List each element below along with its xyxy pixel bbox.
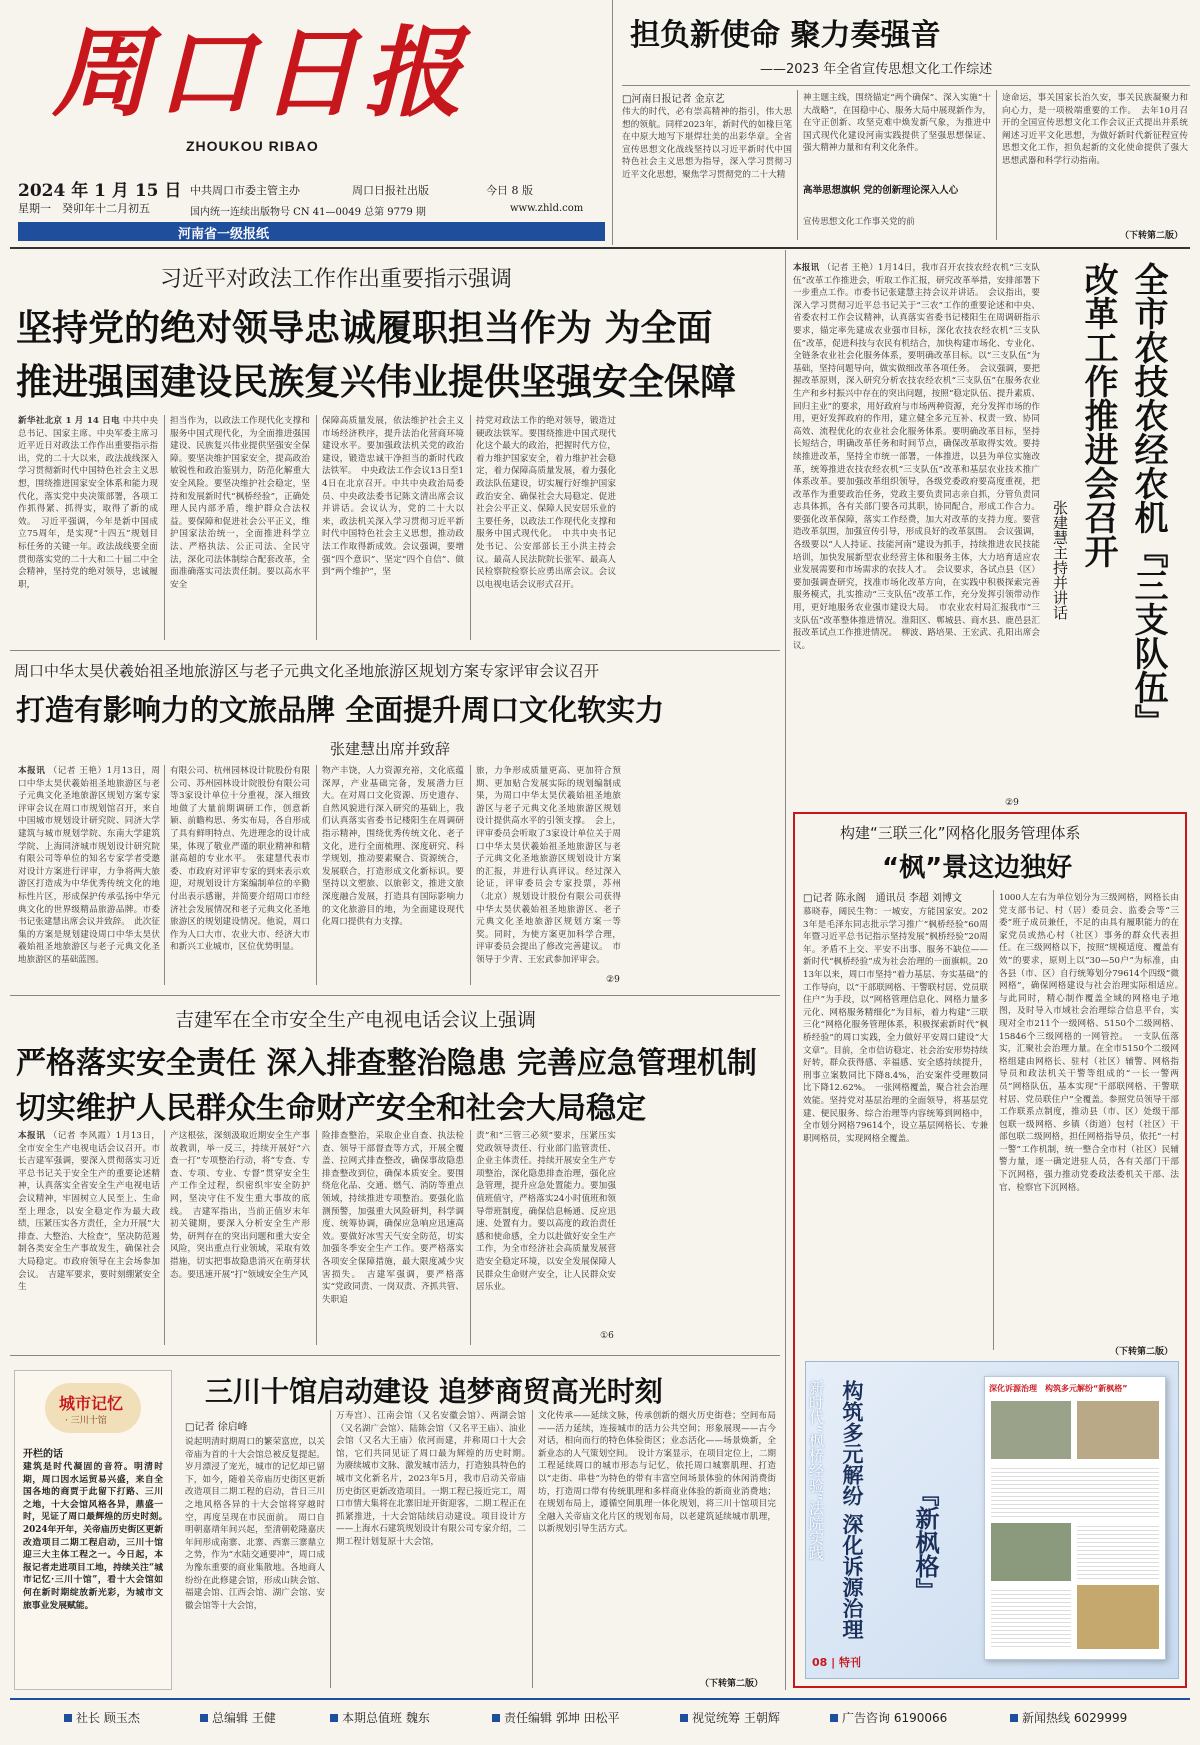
top-story-col2: 神主题主线，围绕锚定“两个确保”、深入实施“十大战略”，在国稳中心、服务大局中展现新作为，在守正创新、攻坚克难中焕发新气象，为推进中国式现代化建设河南实践提供了坚强思想保证、强大精神力量和有利文化条件。 <box>803 93 991 154</box>
story1-kicker: 习近平对政法工作作出重要指示强调 <box>160 267 513 292</box>
top-story-col1: 伟大的时代，必有崇高精神的指引，伟大思想的领航。同样2023年，新时代的如椽巨笔在中原大地写下堪焊壮美的出彩华章。全省宣传思想文化战线坚持以习近平新时代中国特色社会主义思想为指导，深入学习贯彻习近平文化思想，聚焦学习贯彻党的二十大精 <box>622 107 792 180</box>
promo-photo-4 <box>1077 1585 1159 1649</box>
story2-col2: 有限公司、杭州园林设计院股份有限公司、苏州园林设计院股份有限公司等3家设计单位十分重视，深入细致地做了大量前期调研工作，创意新颖、前瞻构思、务实布局，各自形成了具有鲜明特点、先进理念的设计成果，体现了敬业严谨的职业精神和精湛高超的专业水平。 张建慧代表市委、市政府对评审专家的到来表示欢迎，对规划设计方案编制单位的辛勤付出表示感谢，并简要介绍周口市经济社会发展情况和老子元典文化圣地旅游区的规划建设情况。他说，周口作为人口大市、农业大市、经济大市和新兴工业城市，区位优势明显。 <box>170 766 310 953</box>
promo-text-block <box>991 1465 1159 1517</box>
masthead-cn: 国内统一连续出版物号 CN 41—0049 总第 9779 期 <box>190 207 426 218</box>
masthead-web: www.zhld.com <box>510 203 584 214</box>
grid-story-headline: “枫”景这边独好 <box>882 853 1073 883</box>
banner-text: 河南省一级报纸 <box>178 227 270 242</box>
masthead-pinyin: ZHOUKOU RIBAO <box>186 138 319 154</box>
story3-line1: 严格落实安全责任 深入排查整治隐患 完善应急管理机制 <box>16 1046 757 1081</box>
grid-story-jump: （下转第二版） <box>1110 1347 1174 1357</box>
right-story-headline-b: 改革工作推进会召开 <box>1078 262 1118 568</box>
story2-dateline: 本报讯 <box>18 766 46 776</box>
story1-col4: 持党对政法工作的绝对领导，锻造过硬政法铁军。要围绕推进中国式现代化这个最大的政治，把握时代方位，着力维护国家安全，着力维护社会稳定，着力保障高质量发展，着力强化政法队伍建设，切实履行好维护国家政治安全、确保社会大局稳定、促进社会公平正义、保障人民安居乐业的主要任务，以政法工作现代化支撑和服务中国式现代化。 中共中央书记处书记、公安部部长王小洪主持会议。最高人民法院院长张军、最高人民检察院检察长应勇出席会议。会议以电视电话会议形式召开。 <box>476 416 616 590</box>
promo-inner-page <box>984 1376 1166 1660</box>
story1-col1: 新华社北京 1 月 14 日电 中共中央总书记、国家主席、中央军委主席习近平近日对政法工作作出重要指示指出，党的二十大以来，政法战线深入学习贯彻新时代中国特色社会主义思想，围绕推进国家安全体系和能力现代化，落实党中央决策部署，各项工作抓得紧、抓得实，取得了新的成效。 习近平强调，今年是新中国成立75周年，是实现“十四五”规划目标任务的关键一年。政法战线要全面贯彻落实党的二十大和二十届二中全会精神，坚持党的绝对领导，忠诚履职， <box>18 416 158 590</box>
story2-headline: 打造有影响力的文旅品牌 全面提升周口文化软实力 <box>16 693 665 727</box>
story4-col1: 说起明清时期周口的繁荣富庶，以关帝庙为首的十大会馆总被反复提起。岁月漂浸了宠光，城市的记忆却已留下，如今，随着关帝庙历史街区更新改造项目二期工程的启动，昔日三川之地风格各异的十大会馆将穿越时空，再度呈现在市民面前。 周口自明朝嘉靖年间兴起，至清朝乾隆嘉庆年间形成南寨、北寨、西寨三寨鼎立之势，作为“水陆交通要冲”，周口成为豫东重要的商业集散地。各地商人纷纷在此修建会馆，形成山陕会馆、福建会馆、江西会馆、湖广会馆、安徽会馆等十大会馆， <box>185 1437 325 1611</box>
story1-dateline: 新华社北京 1 月 14 日电 <box>18 416 120 426</box>
promo-vertical-mid: 构筑多元解纷 深化诉源治理 <box>840 1380 864 1640</box>
memory-title: 城市记忆 <box>59 1394 124 1413</box>
story3-col1: 本报讯 （记者 李风霞）1月13日，全市安全生产电视电话会议召开。市长吉建军强调，要深入贯彻落实习近平总书记关于安全生产的重要论述精神，认真落实全省安全生产电视电话会议精神，牢固树立人民至上、生命至上理念，以安全稳定作为最大政绩，压紧压实各方责任，全力开展“大排查、大整治、大检查”，坚决防范遏制各类安全生产事故发生，确保社会大局稳定。市政府领导在主会场参加会议。 吉建军要求，要时刻绷紧安全生 <box>18 1131 160 1293</box>
masthead <box>0 0 610 245</box>
promo-vertical-left: 『新枫格』 <box>911 1482 939 1602</box>
story4-jump: （下转第二版） <box>700 1679 764 1689</box>
story2-jump: ②9 <box>606 975 620 985</box>
masthead-date: 2024 年 1 月 15 日 <box>18 181 182 201</box>
story2-col3: 物产丰饶，人力资源充裕，文化底蕴深厚，产业基础完备，发展潜力巨大。在对周口文化资源、历史遗存、自然风貌进行深入研究的基础上，我们认真落实省委书记楼阳生在周调研指示精神，围绕优秀传统文化、老子文化，进行全面梳理、深度研究、科学规划，推动要素聚合、资源统合，发展联合，打造形成文化新标识。要坚持以文塑旅、以旅彰文，推进文旅深度融合发展，打造具有国际影响力的文化旅游目的地，为全面建设现代化周口提供有力支撑。 <box>322 766 464 928</box>
masthead-lunar: 星期一 癸卯年十二月初五 <box>18 202 150 215</box>
footer-visual: 视觉统筹 王朝辉 <box>680 1709 780 1726</box>
memory-subtitle: · 三川十馆 <box>65 1416 107 1426</box>
grid-story-col1: 慕晓春，阔民生物：一城安，方能国家安。2023年是毛泽东同志批示学习推广“枫桥经验”60周年暨习近平总书记指示坚持发展“枫桥经验”20周年。矛盾不上交、平安不出事、服务不缺位——新时代“枫桥经验”成为社会治理的一面旗帜。2013年以来，周口市坚持“着力基层、夯实基础”的工作导向，以“干部联网格、干警联村居、党员联住户”为手段，以“网格管理信息化、网格力量多元化、网格服务精细化”为目标，着力构建“三联三化”网格化服务管理体系，积极探索新时代“枫桥经验”的周口实践，全力做好平安周口建设“大文章”。目前，全市信访稳定、社会治安形势持续好转，群众获得感、幸福感、安全感持续提升，刑事立案数同比下降8.4%，治安案件受理数同比下降12.62%。 一张网格覆盖，聚合社会治理效能。坚持党对基层治理的全面领导，将基层党建、便民服务、综合治理等内容统筹到网格中，全市划分网格79614个，设立基层网格长、专兼职网格员，实现网格全覆盖。 <box>803 907 988 1144</box>
grid-story-col2: 1000人左右为单位划分为三级网格，网格长由党支部书记、村（居）委员会、监委会等“三委”班子成员兼任，不足的由具有履职能力的在家党员或热心村（社区）事务的群众代表担任。在三级网格以下，按照“规模适度、覆盖有效”的要求，原则上以“30—50户”为标准，由各县（市、区）自行统筹划分79614个四级“微网格”，确保网格建设与社会治理实际相适应。 与此同时，精心制作覆盖全域的网格电子地图，及时导入市域社会治理综合信息平台，实现对全市211个一级网格、5150个二级网格、15846个三级网格的一网管控。 一支队伍落实，汇聚社会治理力量。在全市5150个二级网格组建由网格长、驻村（社区）辅警、网格指导员和政法机关干警等组成的“一长一警两员”网格队伍，基本实现“干部联网格、干警联村居、党员联住户”全覆盖。参照党员领导干部工作联系点制度，推动县（市、区）处级干部包联一级网格、乡镇（街道）包村（社区）干部包联二级网格，担任网格指导员，依托“一村一警”工作机制，统一整合全市村（社区）民辅警力量，逐一确定进驻人员，各有关部门干部下沉网格，强力推动党委政法委机关干部、法官、检察官下沉网格。 <box>999 893 1188 1193</box>
story1-col5 <box>620 415 760 640</box>
promo-text-block-2 <box>1077 1523 1159 1579</box>
right-story-sub: 张建慧主持并讲话 <box>1051 500 1069 620</box>
story2-sub: 张建慧出席并致辞 <box>330 740 451 758</box>
top-story-subhead2: 高举思想旗帜 党的创新理论深入人心 <box>803 185 959 196</box>
masthead-logo: 周口日报 <box>52 16 469 131</box>
story2-col1: 本报讯 （记者 王艳）1月13日，周口中华太昊伏羲始祖圣地旅游区与老子元典文化圣地旅游区规划方案专家评审会议在周口市规划馆召开，来自中国城市规划设计研究院、同济大学建筑与城市规划学院、东南大学建筑学院、上海同济城市规划设计研究院有限公司等单位的知名专家学者受邀对设计方案进行评审，力争将两大旅游区打造成为中华优秀传统文化的地标性片区，形成保护传承弘扬中华元典文化的世界级精品旅游品牌。市委书记张建慧出席会议并致辞。 此次征集的方案是规划建设周口中华太昊伏羲始祖圣地旅游区与老子元典文化圣地旅游区的基础蓝图。 <box>18 766 160 965</box>
top-story-col2b: 宣传思想文化工作事关党的前 <box>803 217 915 227</box>
footer-ad: 广告咨询 6190066 <box>830 1709 947 1726</box>
masthead-sponsor: 中共周口市委主管主办 <box>190 184 300 197</box>
promo-inner-title: 深化诉源治理 构筑多元解纷“新枫格” <box>989 1384 1128 1393</box>
memory-body: 建筑是时代凝固的音符。明清时期，周口因水运贸易兴盛，来自全国各地的商贾于此留下打路、三川之地，十大会馆风格各异，鼎盛一时，见证了周口最辉煌的历史时刻。 2024年开年，关帝庙历史街区更新改造项目二期工程启动，三川十馆迎三大主体工程之一。今日起，本报记者走进项目工地，持续关注“城市记忆·三川十馆”，看十大会馆如何在新时期绽放新光彩，为城市文旅事业发展赋能。 <box>23 1462 172 1611</box>
story3-line2: 切实维护人民群众生命财产安全和社会大局稳定 <box>16 1091 646 1126</box>
story4-col3: 文化传承——延续文脉，传承创新的烟火历史街巷；空间布局——活力延续，连接城市的活力公共空间；形象展现——古今对话，相向而行的特色体验街区；业态活化——场景焕新，全新业态的人气策划空间。 设计方案显示，在项目定位上，二期工程延续周口的城市形态与记忆，依托周口城寨肌理、打造以“走街、串巷”为特色的带有丰富空间场景体验的休闲消费街坊，打造周口带有传统肌理和多样商业体验的新商业消费地；在规划布局上，遵循空间肌理一体化规划，将三川十馆项目完全融入关帝庙文化片区的规划布局，以老建筑延续城市肌理，以新规划引导生活方式。 <box>538 1411 776 1535</box>
story2-col4: 旅，力争形成质量更高、更加符合预期、更加贴合发展实际的规划编制成果，为周口中华太昊伏羲始祖圣地旅游区与老子元典文化圣地旅游区规划设计提供高水平的引领支撑。 会上，评审委员会听取了3家设计单位关于周口中华太昊伏羲始祖圣地旅游区与老子元典文化圣地旅游区规划设计方案的汇报，并进行认真评议。经过深入论证，评审委员会专家投票，苏州（北京）规划设计股份有限公司获得中华太昊伏羲始祖圣地旅游区、老子元典文化圣地旅游区规划方案一等奖。同时，为使方案更加科学合理，评审委员会提出了修改完善建议。 市领导于少青、王宏武参加评审会。 <box>476 766 621 965</box>
story2-kicker: 周口中华太昊伏羲始祖圣地旅游区与老子元典文化圣地旅游区规划方案专家评审会议召开 <box>14 662 600 680</box>
promo-photo-1 <box>991 1401 1071 1459</box>
right-story-jump: ②9 <box>1005 798 1019 808</box>
footer-president: 社长 顾玉杰 <box>64 1709 140 1726</box>
story4-col2: 万寿宫）、江南会馆（又名安徽会馆）、两湖会馆（又名湖广会馆）、陆陈会馆（又名平王庙）、油业会馆（又名大王庙）依河而建，并称周口十大会馆，它们共同见证了周口最为辉煌的历史时期。 为赓续城市文脉、激发城市活力，打造独具特色的城市文化新名片，2023年5月，我市启动关帝庙历史街区更新改造项目。一期工程已接近完工，周口市情大集将在北寨旧址开街迎客，二期工程正在抓紧推进，十大会馆陆续启动建设。项目设计方——上海水石建筑规划设计有限公司专家介绍，二期工程计划复原十大会馆， <box>336 1411 535 1547</box>
footer-duty-chief: 本期总值班 魏东 <box>330 1709 430 1726</box>
promo-photo-3 <box>991 1523 1071 1581</box>
top-story-col3: 途命运，事关国家长治久安，事关民族凝聚力和向心力，是一项极端重要的工作。 去年10月召开的全国宣传思想文化工作会议正式提出并系统阐述习近平文化思想，为做好新时代新征程宣传思想文化工作，担负起新的文化使命提供了强大思想武器和科学行动指南。 <box>1002 93 1188 166</box>
footer-hotline: 新闻热线 6029999 <box>1010 1709 1127 1726</box>
top-story-subheadline: ——2023 年全省宣传思想文化工作综述 <box>760 62 993 77</box>
top-story-jump: （下转第二版） <box>1120 231 1184 241</box>
right-story-body: 本报讯 （记者 王艳）1月14日，我市召开农技农经农机“三支队伍”改革工作推进会，听取工作汇报，研究改革举措，安排部署下一步重点工作。市委书记张建慧主持会议并讲话。 会议指出，要深入学习贯彻习近平总书记关于“三农”工作的重要论述和中央、省委农村工作会议精神，认真落实省委书记楼阳生在周调研指示要求，锚定率先建成农业强市目标，深化农技农经农机“三支队伍”改革，促进科技与农民有机结合，加快构建市场化、专业化、全链条农业社会化服务体系，要明确改革目标。以“三支队伍”为基础，坚持问题导向，做实做细改革各项任务。 会议强调，要把握改革原则，深入研究分析农技农经农机“三支队伍”在服务农业生产和乡村振兴中存在的突出问题，按照“稳定队伍、提升素质、回归主业”的要求，用好政府与市场两种资源，充分发挥市场的作用，更好发挥政府的作用，建立健全多元互补、权责一致、协同高效、流程优化的农业社会化服务体系。要明确改革目标，坚持长短结合，明确改革任务和时间节点，确保改革取得实效。要持续推进改革，坚持全市统一部署，一体推进，以县为单位实施改革，统筹推进农技农经农机“三支队伍”改革和基层农业技术推广体系改革。要加强改革组织领导，各级党委政府要高度重视，把改革作为重要政治任务，党政主要负责同志亲自抓，分管负责同志具体抓，各有关部门要各司其职，协同配合，形成工作合力。要强化改革保障，落实工作经费，加大对改革的支持力度。要营造改革氛围，加强宣传引导，形成良好的改革氛围。 会议强调，各级要以“人人持证、技能河南”建设为抓手，持续推进农民技能培训，加快发展新型农业经营主体和服务主体，大力培育适应农业发展需要和市场需求的农技人才。 会议要求，各试点县（区）要加强调查研究，找准市场化改革方向，在实践中积极探索完善服务模式，扎实推动“三支队伍”改革工作，充分发挥引领带动作用，更好地服务农业强市建设大局。 市农业农村局汇报我市“三支队伍”改革整体推进情况。淮阳区、郸城县、商水县、鹿邑县汇报改革试点工作推进情况。 柳波、路培果、王宏武、孔阳出席会议。 <box>793 263 1040 651</box>
story1-line1: 坚持党的绝对领导忠诚履职担当作为 为全面 <box>16 308 713 349</box>
memory-heading: 开栏的话 <box>23 1449 63 1460</box>
story3-col3: 险排查整治，采取企业自查、执法检查、领导干部督查等方式，开展全覆盖、拉网式排查整改，确保事故隐患排查整改到位，确保本质安全。要围绕危化品、交通、燃气、消防等重点领域，持续推进专项整治。要强化监测预警，加强重大风险研判，科学调度、统筹协调，确保应急响应迅速高效。要做好冰雪天气安全防范，切实加强冬季安全生产工作。要严格落实各项安全保障措施，最大限度减少灾害损失。 吉建军强调，要严格落实“党政同责、一岗双责、齐抓共管、失职追 <box>322 1131 464 1305</box>
story1-col2: 担当作为，以政法工作现代化支撑和服务中国式现代化，为全面推进强国建设、民族复兴伟业提供坚强安全保障。要坚决维护国家安全，提高政治敏锐性和政治鉴别力，防范化解重大安全风险。要坚决维护社会稳定，坚持和发展新时代“枫桥经验”，正确处理人民内部矛盾，维护群众合法权益。要保障和促进社会公平正义，维护国家法治统一，全面推进科学立法、严格执法、公正司法、全民守法，深化司法体制综合配套改革，全面准确落实司法责任制。要以高水平安全 <box>170 416 310 590</box>
footer-editor-in-chief: 总编辑 王健 <box>200 1709 276 1726</box>
promo-page-tag: 08 | 特刊 <box>812 1656 861 1669</box>
promo-text-block-3 <box>991 1587 1071 1649</box>
story3-col2: 产这根弦，深刻汲取近期安全生产事故教训，举一反三，持续开展好“六查一打”专项整治行动，将“专查、专查、专项、专业、专督”贯穿安全生产工作全过程，织密织牢安全防护网，坚决守住不发生重大事故的底线。 吉建军指出，当前正值岁末年初关键期，要深入分析安全生产形势，研判存在的突出问题和重大安全风险，突出重点行业领域，采取有效措施，切实把事故隐患消灭在萌芽状态。要迅速开展“打”领域安全生产风 <box>170 1131 310 1280</box>
grid-story-byline: □记者 陈永阁 通讯员 李超 刘博文 <box>803 893 962 904</box>
story3-col4: 责”和“三管三必须”要求，压紧压实党政领导责任、行业部门监管责任、企业主体责任。持续开展安全生产专项整治，深化隐患排查治理，强化应急管理，提升应急处置能力。要加强值班值守，严格落实24小时值班和领导带班制度，确保信息畅通、反应迅速、处置有力。要以高度的政治责任感和使命感，全力以赴做好安全生产工作，为全市经济社会高质量发展营造安全稳定环境，以安全发展保障人民群众生命财产安全，让人民群众安居乐业。 <box>476 1131 616 1293</box>
right-story-headline-a: 全市农技农经农机『三支队伍』 <box>1128 262 1168 738</box>
masthead-pages: 今日 8 版 <box>486 184 533 197</box>
masthead-publisher: 周口日报社出版 <box>352 184 429 197</box>
memory-box <box>14 1370 172 1690</box>
story3-jump: ①6 <box>600 1331 614 1341</box>
footer-responsible-editors: 责任编辑 郭坤 田松平 <box>492 1709 620 1726</box>
promo-vertical-right: 新时代“枫桥经验”法院实践 <box>807 1380 825 1561</box>
top-story-byline: □河南日报记者 金京艺 <box>622 94 725 105</box>
story4-byline: □记者 徐启峰 <box>185 1422 248 1433</box>
right-story-dateline: 本报讯 <box>793 263 820 273</box>
promo-photo-2 <box>1077 1401 1159 1459</box>
grid-story-kicker: 构建“三联三化”网格化服务管理体系 <box>840 824 1081 842</box>
top-story-headline: 担负新使命 聚力奏强音 <box>630 18 941 53</box>
story4-headline: 三川十馆启动建设 追梦商贸高光时刻 <box>205 1375 663 1408</box>
story3-kicker: 吉建军在全市安全生产电视电话会议上强调 <box>175 1009 537 1031</box>
promo-graphic <box>805 1361 1179 1679</box>
story1-col3: 保障高质量发展，依法维护社会主义市场经济秩序，提升法治化营商环境建设水平。要加强政法机关党的政治建设，锻造忠诚干净担当的新时代政法铁军。 中央政法工作会议13日至14日在北京召开。中共中央政治局委员、中央政法委书记陈文清出席会议并讲话。会议认为，党的二十大以来，政法机关深入学习贯彻习近平新时代中国特色社会主义思想，推动政法工作取得新成效。会议强调，要增强“四个意识”、坚定“四个自信”、做到“两个维护”，坚 <box>322 416 464 578</box>
story1-line2: 推进强国建设民族复兴伟业提供坚强安全保障 <box>16 362 737 403</box>
banner-bar <box>18 222 605 241</box>
story3-dateline: 本报讯 <box>18 1131 46 1141</box>
